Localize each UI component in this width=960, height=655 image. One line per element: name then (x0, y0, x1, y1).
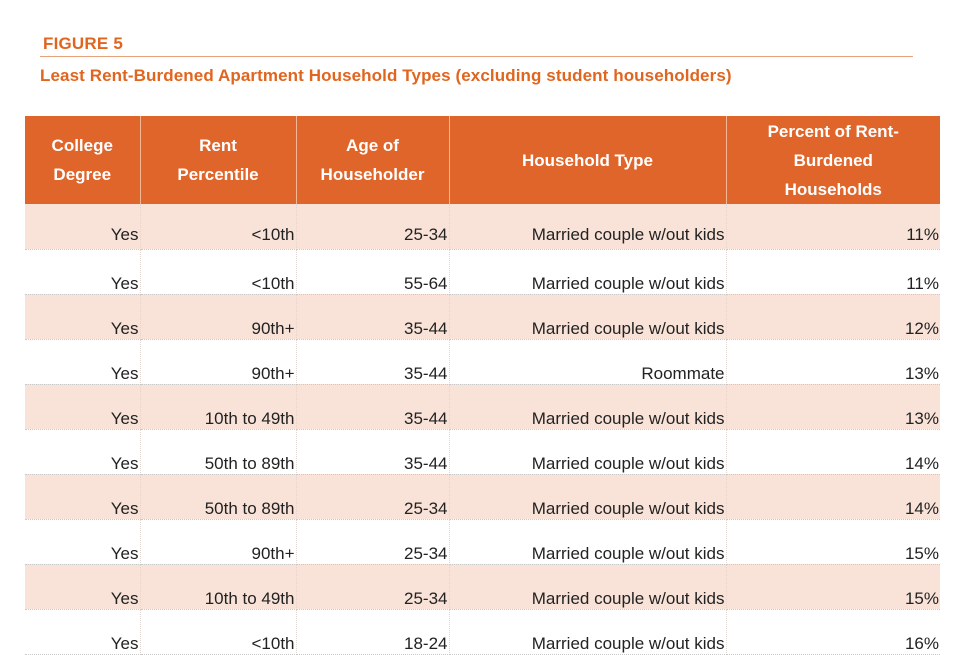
table-cell-rent-percentile: <10th (140, 204, 296, 249)
table-cell-percent-rent-burdened: 16% (726, 609, 940, 654)
table-cell-household-type: Married couple w/out kids (449, 204, 726, 249)
column-header-line: College (51, 136, 113, 155)
table-header (25, 116, 940, 204)
table-cell-age-of-householder: 25-34 (296, 204, 449, 249)
table-row (25, 519, 940, 564)
column-header-line: Percentile (177, 165, 259, 184)
column-header-age-of-householder (296, 116, 449, 204)
header-row (25, 116, 940, 204)
table-cell-age-of-householder: 35-44 (296, 339, 449, 384)
table-row (25, 249, 940, 294)
table-cell-rent-percentile: 90th+ (140, 294, 296, 339)
table-cell-household-type: Married couple w/out kids (449, 429, 726, 474)
table-cell-college-degree: Yes (25, 384, 140, 429)
table-cell-rent-percentile: 10th to 49th (140, 384, 296, 429)
table-cell-percent-rent-burdened: 11% (726, 249, 940, 294)
table-cell-household-type: Married couple w/out kids (449, 609, 726, 654)
table-cell-rent-percentile: 90th+ (140, 519, 296, 564)
table-cell-college-degree: Yes (25, 204, 140, 249)
table-cell-percent-rent-burdened: 12% (726, 294, 940, 339)
table-row (25, 384, 940, 429)
column-header-line: Age of (346, 136, 399, 155)
column-header-line: Rent (199, 136, 237, 155)
table-cell-age-of-householder: 25-34 (296, 564, 449, 609)
table-cell-rent-percentile: 50th to 89th (140, 429, 296, 474)
table-cell-college-degree: Yes (25, 519, 140, 564)
column-header-line: Households (784, 179, 882, 199)
column-header-line: Household Type (522, 150, 653, 170)
table-row (25, 474, 940, 519)
table-cell-percent-rent-burdened: 15% (726, 519, 940, 564)
column-header-household-type (449, 116, 726, 204)
table-row (25, 339, 940, 384)
table-cell-college-degree: Yes (25, 564, 140, 609)
table-row (25, 294, 940, 339)
table-cell-age-of-householder: 35-44 (296, 384, 449, 429)
table-row (25, 204, 940, 249)
table-cell-college-degree: Yes (25, 429, 140, 474)
table-cell-household-type: Roommate (449, 339, 726, 384)
table-cell-percent-rent-burdened: 14% (726, 474, 940, 519)
table-cell-household-type: Married couple w/out kids (449, 564, 726, 609)
table-cell-household-type: Married couple w/out kids (449, 294, 726, 339)
table-cell-age-of-householder: 55-64 (296, 249, 449, 294)
table-cell-age-of-householder: 18-24 (296, 609, 449, 654)
column-header-line: Burdened (793, 150, 873, 170)
table-cell-household-type: Married couple w/out kids (449, 249, 726, 294)
title-divider (40, 56, 913, 57)
table-row (25, 564, 940, 609)
column-header-line: Degree (53, 165, 112, 184)
table-cell-rent-percentile: 90th+ (140, 339, 296, 384)
table-cell-age-of-householder: 35-44 (296, 429, 449, 474)
table-cell-college-degree: Yes (25, 249, 140, 294)
table-cell-household-type: Married couple w/out kids (449, 384, 726, 429)
table-cell-age-of-householder: 35-44 (296, 294, 449, 339)
table-cell-rent-percentile: <10th (140, 249, 296, 294)
table-cell-college-degree: Yes (25, 294, 140, 339)
column-header-percent-rent-burdened (726, 116, 940, 204)
figure-title: Least Rent-Burdened Apartment Household Types (excluding student householders) (40, 66, 732, 85)
table-cell-household-type: Married couple w/out kids (449, 519, 726, 564)
table-cell-percent-rent-burdened: 11% (726, 204, 940, 249)
column-header-rent-percentile (140, 116, 296, 204)
table-cell-college-degree: Yes (25, 609, 140, 654)
table-cell-percent-rent-burdened: 15% (726, 564, 940, 609)
table-cell-rent-percentile: 10th to 49th (140, 564, 296, 609)
table-row (25, 609, 940, 654)
table-cell-rent-percentile: <10th (140, 609, 296, 654)
table-cell-age-of-householder: 25-34 (296, 519, 449, 564)
table-cell-age-of-householder: 25-34 (296, 474, 449, 519)
table-cell-college-degree: Yes (25, 339, 140, 384)
data-table (25, 116, 940, 655)
table-cell-percent-rent-burdened: 14% (726, 429, 940, 474)
table-cell-percent-rent-burdened: 13% (726, 384, 940, 429)
table-cell-college-degree: Yes (25, 474, 140, 519)
table-cell-rent-percentile: 50th to 89th (140, 474, 296, 519)
column-header-line: Householder (320, 165, 425, 184)
figure-label: FIGURE 5 (43, 34, 124, 53)
table-cell-household-type: Married couple w/out kids (449, 474, 726, 519)
table-cell-percent-rent-burdened: 13% (726, 339, 940, 384)
table-row (25, 429, 940, 474)
column-header-college-degree (25, 116, 140, 204)
table-body (25, 204, 940, 654)
column-header-line: Percent of Rent- (767, 121, 899, 141)
